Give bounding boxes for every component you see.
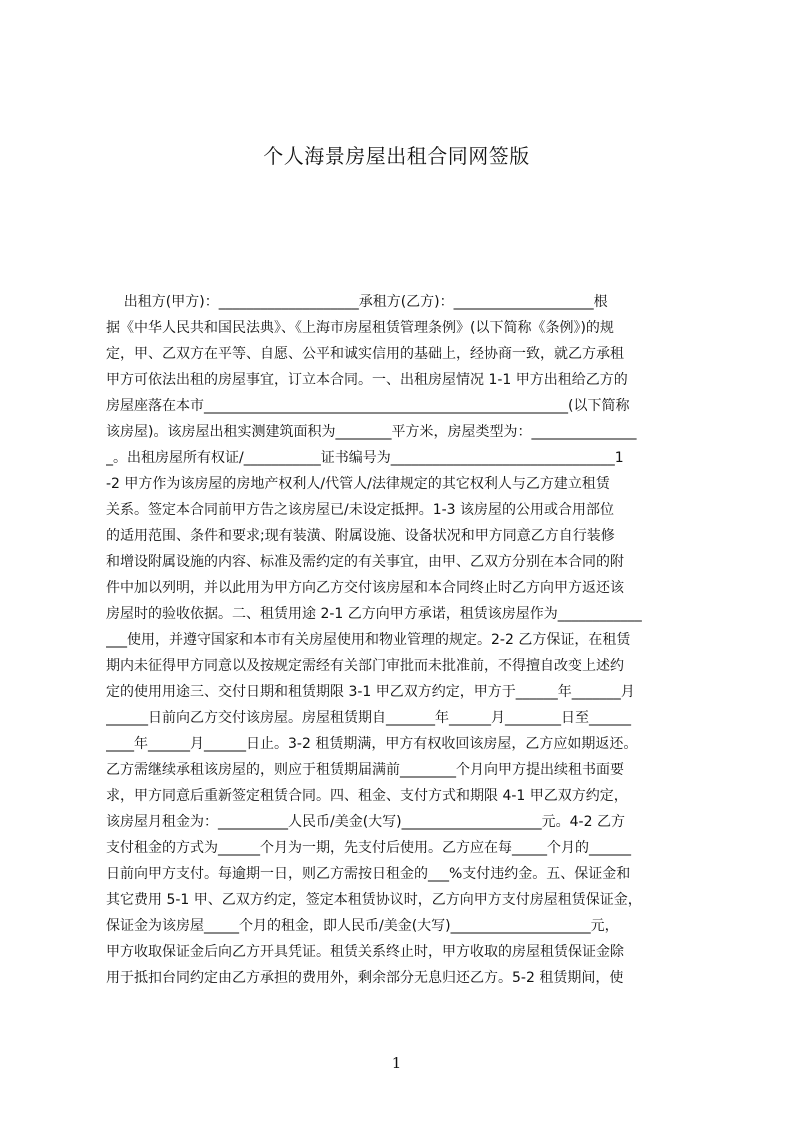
body-line: 支付租金的方式为______个月为一期，先支付后使用。乙方应在每_____个月的______ — [106, 840, 631, 856]
body-line: 甲方可依法出租的房屋事宜，订立本合同。一、出租房屋情况 1-1 甲方出租给乙方的 — [106, 372, 628, 388]
body-line: 据《中华人民共和国民法典》、《上海市房屋租赁管理条例》(以下简称《条例》)的规 — [106, 320, 614, 336]
body-line: 甲方收取保证金后向乙方开具凭证。租赁关系终止时，甲方收取的房屋租赁保证金除 — [106, 944, 624, 960]
body-line: 日前向甲方支付。每逾期一日，则乙方需按日租金的___%支付违约金。五、保证金和 — [106, 866, 631, 882]
body-line: 该房屋)。该房屋出租实测建筑面积为________平方米，房屋类型为：_______________ — [106, 424, 637, 440]
body-line: 其它费用 5-1 甲、乙双方约定，签定本租赁协议时，乙方向甲方支付房屋租赁保证金， — [106, 892, 642, 908]
page-title: 个人海景房屋出租合同网签版 — [263, 144, 530, 168]
body-line: 保证金为该房屋_____个月的租金，即人民币/美金(大写)____________________元， — [106, 918, 619, 934]
body-line: 期内未征得甲方同意以及按规定需经有关部门审批而未批准前，不得擅自改变上述约 — [106, 658, 624, 674]
body-line: 房屋时的验收依据。二、租赁用途 2-1 乙方向甲方承诺，租赁该房屋作为____________ — [106, 606, 642, 622]
body-line: 的适用范围、条件和要求;现有装潢、附属设施、设备状况和甲方同意乙方自行装修 — [106, 528, 615, 544]
page-number: 1 — [391, 1054, 402, 1072]
body-line: 和增设附属设施的内容、标准及需约定的有关事宜，由甲、乙双方分别在本合同的附 — [106, 554, 624, 570]
body-line: 该房屋月租金为：__________人民币/美金(大写)____________________元。4-2 乙方 — [106, 814, 625, 830]
body-line: _。出租房屋所有权证/___________证书编号为________________________________1 — [106, 450, 624, 466]
body-line: 关系。签定本合同前甲方告之该房屋已/未设定抵押。1-3 该房屋的公用或合用部位 — [106, 502, 615, 518]
body-line: 房屋座落在本市____________________________________________________(以下简称 — [106, 398, 630, 414]
body-line: ____年______月______日止。3-2 租赁期满，甲方有权收回该房屋，乙方应如期返还。 — [106, 736, 638, 752]
contract-body — [106, 289, 698, 991]
body-line: 用于抵扣台同约定由乙方承担的费用外，剩余部分无息归还乙方。5-2 租赁期间，使 — [106, 970, 624, 986]
body-line: 定的使用用途三、交付日期和租赁期限 3-1 甲乙双方约定，甲方于______年_______月 — [106, 684, 635, 700]
body-line: 定，甲、乙双方在平等、自愿、公平和诚实信用的基础上，经协商一致，就乙方承租 — [106, 346, 624, 362]
body-line: ___使用，并遵守国家和本市有关房屋使用和物业管理的规定。2-2 乙方保证，在租赁 — [106, 632, 631, 648]
body-line: 乙方需继续承租该房屋的，则应于租赁期届满前________个月向甲方提出续租书面要 — [106, 762, 624, 778]
body-line: 求，甲方同意后重新签定租赁合同。四、租金、支付方式和期限 4-1 甲乙双方约定， — [106, 788, 628, 804]
body-line: -2 甲方作为该房屋的房地产权利人/代管人/法律规定的其它权利人与乙方建立租赁 — [106, 476, 610, 492]
body-line: 出租方(甲方)：____________________承租方(乙方)：____________________根 — [106, 294, 608, 310]
body-line: ______日前向乙方交付该房屋。房屋租赁期自_______年______月________日至______ — [106, 710, 631, 726]
body-line: 件中加以列明，并以此用为甲方向乙方交付该房屋和本合同终止时乙方向甲方返还该 — [106, 580, 624, 596]
